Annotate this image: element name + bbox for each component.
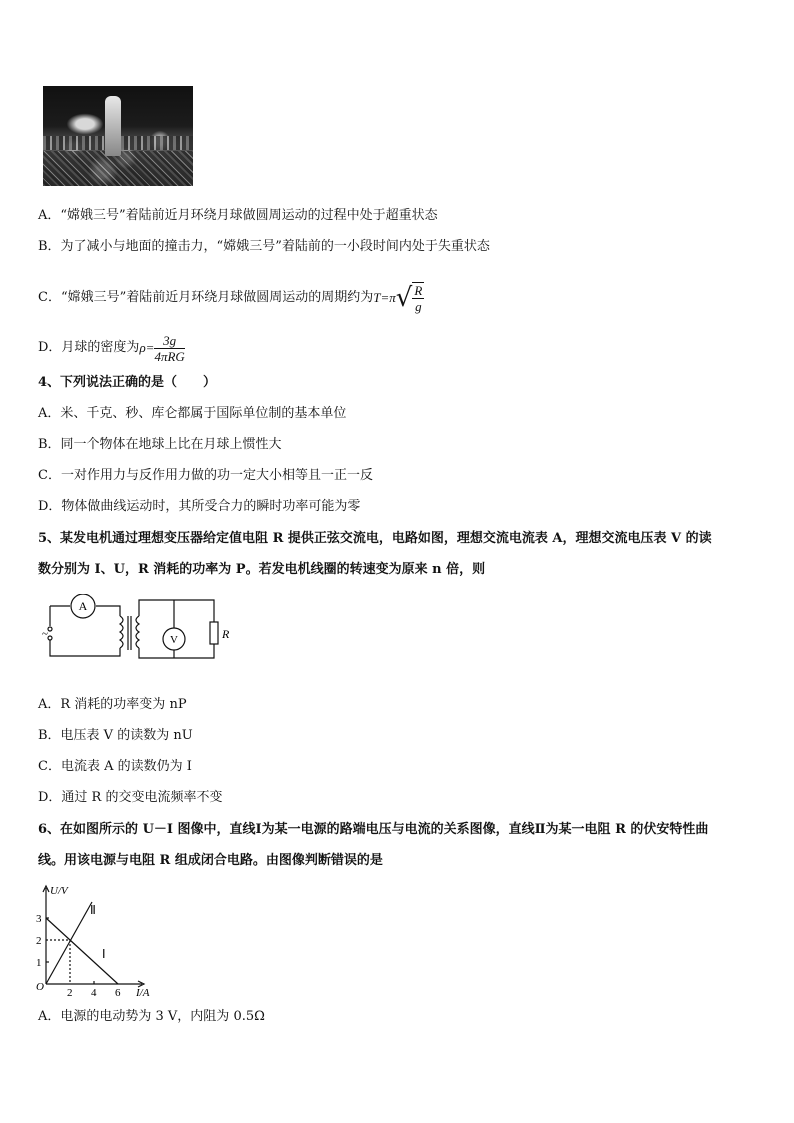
q3-option-c-fraction: [412, 282, 424, 314]
q5-option-d: D．通过 R 的交变电流频率不变: [38, 790, 223, 805]
graph-line2-label: Ⅱ: [90, 903, 96, 917]
resistor-label: R: [222, 627, 230, 641]
graph-ytick-2: 2: [36, 935, 42, 947]
q6-stem-line2: 线。用该电源与电阻 R 组成闭合电路。由图像判断错误的是: [38, 853, 383, 868]
q3-option-d: [38, 330, 185, 366]
q5-stem-line2: 数分别为 I、U，R 消耗的功率为 P。若发电机线圈的转速变为原来 n 倍，则: [38, 562, 486, 577]
q3-option-c-numerator: R: [414, 283, 423, 298]
ammeter-label: A: [78, 599, 88, 613]
q3-option-c-text: C．“嫦娥三号”着陆前近月环绕月球做圆周运动的周期约为: [38, 290, 374, 305]
q5-option-c: C．电流表 A 的读数仍为 I: [38, 759, 192, 774]
photo-lander: [105, 96, 121, 156]
graph-xtick-2: 2: [67, 987, 73, 997]
q3-option-d-text: D．月球的密度为: [38, 340, 140, 355]
moon-landing-photo: [43, 86, 193, 186]
q4-option-c: C．一对作用力与反作用力做的功一定大小相等且一正一反: [38, 468, 373, 483]
q3-option-d-formula-lhs: ρ=: [139, 340, 155, 355]
q3-option-d-numerator: 3g: [154, 333, 184, 349]
graph-xlabel: I/A: [136, 987, 150, 997]
sqrt-sign-icon: √: [395, 283, 413, 313]
graph-xtick-6: 6: [115, 987, 121, 997]
q3-option-d-fraction: [154, 333, 184, 364]
q6-ui-graph: [30, 882, 160, 997]
q3-option-c-denominator: g: [415, 299, 422, 314]
graph-ytick-3: 3: [36, 913, 42, 925]
q6-option-a: A．电源的电动势为 3 V，内阻为 0.5Ω: [38, 1009, 265, 1024]
q4-stem: 4、下列说法正确的是（ ）: [38, 375, 217, 390]
q5-circuit-diagram: [38, 594, 238, 664]
q4-option-d: D．物体做曲线运动时，其所受合力的瞬时功率可能为零: [38, 499, 361, 514]
ac-source-symbol: ~: [42, 628, 48, 640]
q3-option-d-denominator: 4πRG: [154, 348, 185, 364]
q3-option-b: B．为了减小与地面的撞击力，“嫦娥三号”着陆前的一小段时间内处于失重状态: [38, 239, 490, 254]
q3-option-c-formula-lhs: T=π: [373, 290, 396, 305]
graph-origin: O: [36, 981, 44, 993]
photo-ground: [43, 151, 193, 186]
graph-line1-label: Ⅰ: [102, 947, 106, 961]
graph-xtick-4: 4: [91, 987, 97, 997]
graph-ytick-1: 1: [36, 957, 42, 969]
q5-option-b: B．电压表 V 的读数为 nU: [38, 728, 193, 743]
q3-option-a: A．“嫦娥三号”着陆前近月环绕月球做圆周运动的过程中处于超重状态: [38, 208, 438, 223]
voltmeter-label: V: [170, 634, 178, 646]
q4-option-b: B．同一个物体在地球上比在月球上惯性大: [38, 437, 282, 452]
q6-stem-line1: 6、在如图所示的 U－I 图像中，直线Ⅰ为某一电源的路端电压与电流的关系图像，直线Ⅱ为某一电阻 R 的伏安特性曲: [38, 822, 709, 837]
q3-option-c: [38, 278, 424, 318]
q5-option-a: A．R 消耗的功率变为 nP: [38, 697, 187, 712]
q4-option-a: A．米、千克、秒、库仑都属于国际单位制的基本单位: [38, 406, 347, 421]
q5-stem-line1: 5、某发电机通过理想变压器给定值电阻 R 提供正弦交流电，电路如图，理想交流电流表 A，理想交流电压表 V 的读: [38, 531, 712, 546]
graph-ylabel: U/V: [50, 885, 68, 897]
